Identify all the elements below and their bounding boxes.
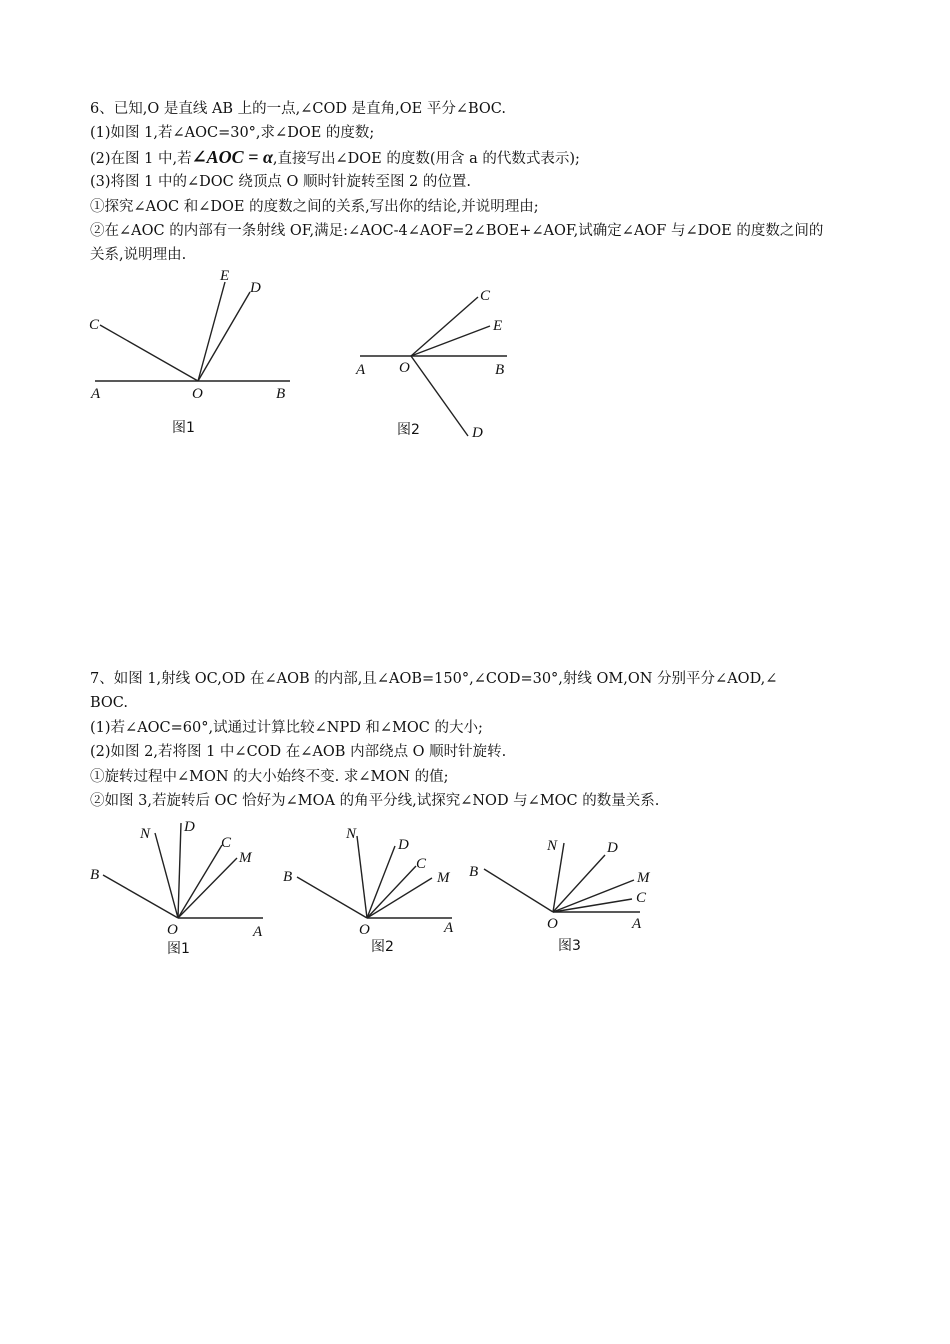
fig1-label-o: O [192, 386, 203, 402]
q7-figure-1 [90, 819, 263, 957]
q7f1-label-m: M [239, 850, 252, 866]
q7f2-ray-od [367, 846, 395, 918]
q6-part2-suffix: ,直接写出∠DOE 的度数(用含 a 的代数式表示); [272, 151, 580, 167]
q7f3-label-a: A [632, 916, 642, 932]
q7f2-ray-on [357, 836, 367, 918]
q7f1-label-c: C [221, 835, 232, 851]
q7-figure-2 [283, 826, 454, 955]
q7f3-ray-ob [484, 869, 553, 912]
fig2-label-e: E [493, 318, 503, 334]
q7f2-ray-ob [297, 877, 367, 918]
q7f1-ray-ob [103, 875, 178, 918]
q7f1-ray-od [178, 823, 181, 918]
fig1-label-b: B [276, 386, 286, 402]
q7f3-caption: 图3 [558, 938, 581, 954]
q7f3-label-c: C [636, 890, 647, 906]
fig2-label-a: A [356, 362, 366, 378]
q7f2-label-a: A [444, 920, 454, 936]
q7f1-label-d: D [184, 819, 195, 835]
q7f1-label-n: N [140, 826, 151, 842]
q7f2-label-d: D [398, 837, 409, 853]
q7-sub1: ①旋转过程中∠MON 的大小始终不变. 求∠MON 的值; [90, 769, 449, 785]
q7f3-label-b: B [469, 864, 479, 880]
q7f2-label-n: N [346, 826, 357, 842]
q7f1-ray-oc [178, 845, 222, 918]
q7f1-caption: 图1 [167, 941, 190, 957]
q7f1-ray-on [155, 833, 178, 918]
q6-sub2-line2: 关系,说明理由. [90, 247, 187, 263]
q6-part2-formula: ∠AOC = α [191, 147, 273, 167]
q7f3-label-d: D [607, 840, 618, 856]
q7f3-label-m: M [637, 870, 650, 886]
q7f3-ray-oc [553, 899, 632, 912]
fig2-label-d: D [472, 425, 483, 441]
fig1-label-e: E [220, 268, 230, 284]
q7f2-label-o: O [359, 922, 370, 938]
q7f2-label-c: C [416, 856, 427, 872]
fig1-label-c: C [89, 317, 100, 333]
q7f2-label-b: B [283, 869, 293, 885]
q6-intro: 6、已知,O 是直线 AB 上的一点,∠COD 是直角,OE 平分∠BOC. [90, 101, 506, 117]
q7f2-label-m: M [437, 870, 450, 886]
q7-part1: (1)若∠AOC=60°,试通过计算比较∠NPD 和∠MOC 的大小; [90, 720, 483, 736]
q7-intro-line1: 7、如图 1,射线 OC,OD 在∠AOB 的内部,且∠AOB=150°,∠COD=30°,射线 OM,ON 分别平分∠AOD,∠ [90, 671, 778, 687]
q6-part2-prefix: (2)在图 1 中,若 [90, 151, 192, 167]
fig1-label-d: D [250, 280, 261, 296]
fig1-caption: 图1 [172, 420, 195, 436]
q7-intro-line2: BOC. [90, 695, 128, 711]
fig2-caption: 图2 [397, 422, 420, 438]
q7f2-caption: 图2 [371, 939, 394, 955]
fig1-label-a: A [91, 386, 101, 402]
q6-sub1: ①探究∠AOC 和∠DOE 的度数之间的关系,写出你的结论,并说明理由; [90, 199, 539, 215]
q7f3-label-o: O [547, 916, 558, 932]
q7f1-label-a: A [253, 924, 263, 940]
q7-figure-3 [469, 838, 651, 954]
q7f1-ray-om [178, 858, 237, 918]
q7f1-label-b: B [90, 867, 100, 883]
q7f3-ray-om [553, 880, 634, 912]
fig2-label-o: O [399, 360, 410, 376]
q7f3-label-n: N [547, 838, 558, 854]
fig2-label-b: B [495, 362, 505, 378]
q7f1-label-o: O [167, 922, 178, 938]
q6-part1: (1)如图 1,若∠AOC=30°,求∠DOE 的度数; [90, 125, 375, 141]
q7-part2: (2)如图 2,若将图 1 中∠COD 在∠AOB 内部绕点 O 顺时针旋转. [90, 744, 507, 760]
fig2-label-c: C [480, 288, 491, 304]
q6-sub2-line1: ②在∠AOC 的内部有一条射线 OF,满足:∠AOC-4∠AOF=2∠BOE+∠AOF,试确定∠AOF 与∠DOE 的度数之间的 [90, 223, 824, 239]
q7-sub2: ②如图 3,若旋转后 OC 恰好为∠MOA 的角平分线,试探究∠NOD 与∠MOC 的数量关系. [90, 793, 660, 809]
q6-part3: (3)将图 1 中的∠DOC 绕顶点 O 顺时针旋转至图 2 的位置. [90, 174, 472, 190]
